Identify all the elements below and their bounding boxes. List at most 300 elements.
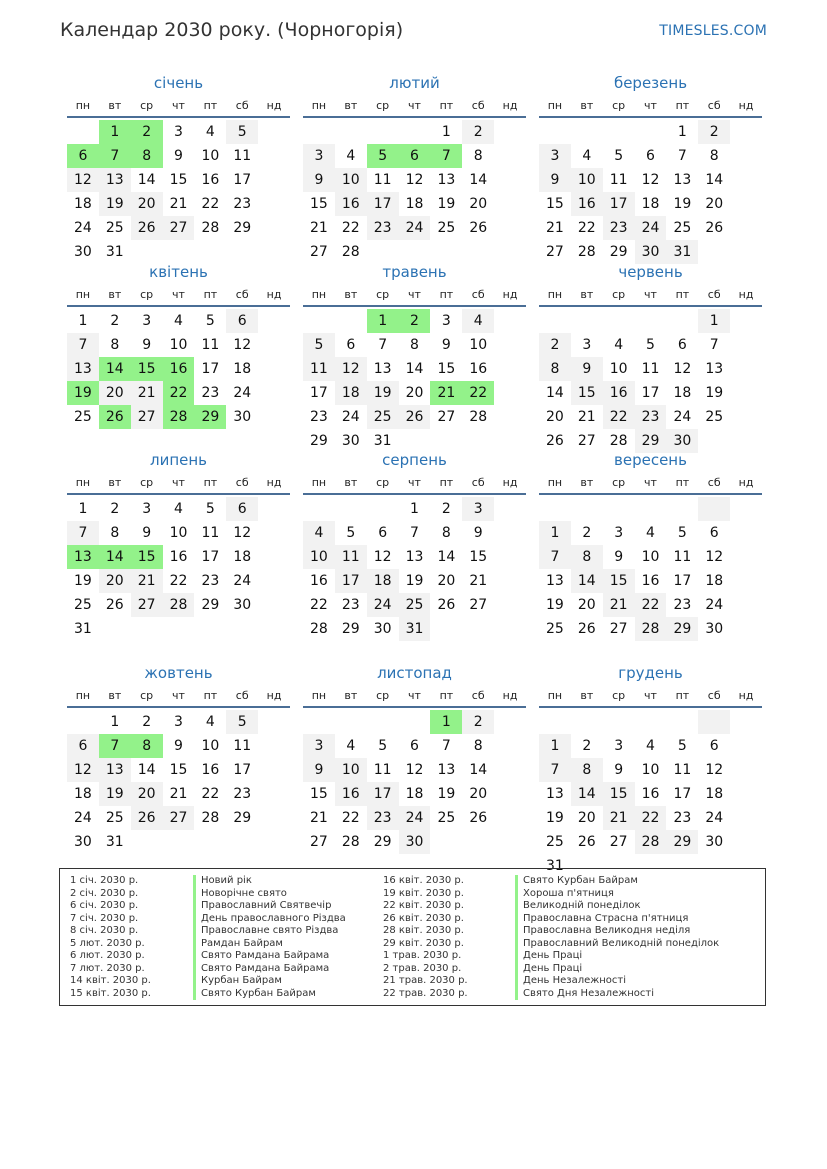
day-cell: 11 xyxy=(609,172,628,188)
weekday-label: ср xyxy=(140,476,154,489)
weekday-label: вт xyxy=(344,288,358,301)
weekday-label: сб xyxy=(471,288,485,301)
day-cell: 26 xyxy=(546,433,564,449)
day-grid xyxy=(303,120,526,264)
weekday-label: пт xyxy=(439,689,454,702)
day-cell: 23 xyxy=(233,786,252,802)
day-cell: 1 xyxy=(539,734,571,758)
day-cell: 13 xyxy=(373,361,392,377)
empty-cell xyxy=(335,710,367,734)
legend-date: 1 трав. 2030 р. xyxy=(383,950,462,962)
legend-holiday-name: День православного Різдва xyxy=(193,913,346,926)
month-7 xyxy=(67,449,290,641)
day-cell: 12 xyxy=(641,172,660,188)
holiday-day: 19 xyxy=(67,381,99,405)
weekday-label: нд xyxy=(502,99,518,112)
day-cell: 2 xyxy=(582,738,592,754)
holiday-day: 5 xyxy=(367,144,399,168)
day-cell: 19 xyxy=(705,385,724,401)
holiday-day: 7 xyxy=(99,734,131,758)
day-cell: 10 xyxy=(201,738,220,754)
weekday-header xyxy=(303,283,526,307)
day-cell: 20 xyxy=(577,810,596,826)
day-cell: 24 xyxy=(705,597,724,613)
day-cell: 14 xyxy=(405,361,424,377)
day-cell: 14 xyxy=(546,385,564,401)
holiday-day: 8 xyxy=(131,734,163,758)
holiday-day: 13 xyxy=(67,545,99,569)
day-grid xyxy=(303,309,526,453)
day-cell: 7 xyxy=(67,521,99,545)
day-cell: 24 xyxy=(233,385,252,401)
day-cell: 6 xyxy=(378,525,388,541)
day-cell: 30 xyxy=(233,409,252,425)
site-link[interactable]: TIMESLES.COM xyxy=(659,23,767,39)
legend-dates-col-1 xyxy=(70,875,151,1000)
day-cell: 17 xyxy=(673,786,692,802)
empty-cell xyxy=(635,710,667,734)
day-cell: 2 xyxy=(110,501,120,517)
day-cell: 18 xyxy=(705,786,724,802)
day-cell: 18 xyxy=(74,786,92,802)
holiday-day: 1 xyxy=(99,120,131,144)
weekday-label: сб xyxy=(471,689,485,702)
day-cell: 1 xyxy=(441,124,451,140)
day-cell: 10 xyxy=(169,337,188,353)
day-cell: 30 xyxy=(341,433,360,449)
day-cell: 28 xyxy=(609,433,628,449)
day-grid xyxy=(539,497,762,641)
day-cell: 9 xyxy=(174,148,183,164)
day-cell: 19 xyxy=(99,782,131,806)
day-cell: 4 xyxy=(462,309,494,333)
weekday-label: пт xyxy=(203,288,218,301)
weekday-label: нд xyxy=(266,99,282,112)
legend-holiday-name: Рамдан Байрам xyxy=(193,938,346,951)
empty-cell xyxy=(571,497,603,521)
empty-cell xyxy=(666,710,698,734)
day-cell: 25 xyxy=(399,593,431,617)
day-cell: 4 xyxy=(646,738,655,754)
day-cell: 20 xyxy=(99,381,131,405)
weekday-header xyxy=(67,471,290,495)
weekday-label: чт xyxy=(408,689,421,702)
holiday-day: 8 xyxy=(131,144,163,168)
day-cell: 21 xyxy=(603,593,635,617)
day-cell: 16 xyxy=(310,573,328,589)
legend-holiday-name: День Праці xyxy=(515,963,719,976)
day-cell: 7 xyxy=(677,148,687,164)
day-cell: 20 xyxy=(437,573,456,589)
day-grid xyxy=(539,309,762,453)
day-cell: 7 xyxy=(410,525,419,541)
month-name: квітень xyxy=(149,263,208,281)
weekday-label: вт xyxy=(580,288,594,301)
weekday-label: нд xyxy=(266,689,282,702)
day-cell: 7 xyxy=(67,333,99,357)
weekday-label: сб xyxy=(707,689,721,702)
legend-date: 28 квіт. 2030 р. xyxy=(383,925,464,937)
day-grid xyxy=(67,309,290,429)
day-cell: 31 xyxy=(105,244,124,260)
day-cell: 6 xyxy=(709,525,719,541)
day-cell: 4 xyxy=(646,525,655,541)
weekday-label: нд xyxy=(738,476,754,489)
day-cell: 27 xyxy=(609,834,628,850)
day-cell: 23 xyxy=(201,385,220,401)
day-cell: 8 xyxy=(539,357,571,381)
weekday-label: сб xyxy=(471,476,485,489)
day-cell: 7 xyxy=(539,545,571,569)
day-cell: 23 xyxy=(233,196,252,212)
day-cell: 26 xyxy=(437,597,456,613)
day-cell: 24 xyxy=(635,216,667,240)
day-cell: 27 xyxy=(131,405,163,429)
day-cell: 22 xyxy=(201,786,220,802)
holiday-day: 22 xyxy=(462,381,494,405)
weekday-header xyxy=(539,283,762,307)
weekday-label: пт xyxy=(203,99,218,112)
day-grid xyxy=(67,497,290,641)
legend-date: 14 квіт. 2030 р. xyxy=(70,975,151,987)
weekday-label: чт xyxy=(408,476,421,489)
day-cell: 23 xyxy=(201,573,220,589)
legend-date: 1 січ. 2030 р. xyxy=(70,875,139,886)
day-cell: 26 xyxy=(577,621,596,637)
day-cell: 16 xyxy=(603,381,635,405)
day-cell: 7 xyxy=(539,758,571,782)
day-cell: 31 xyxy=(373,433,392,449)
day-cell: 21 xyxy=(131,381,163,405)
legend-holiday-name: Хороша п'ятниця xyxy=(515,888,719,901)
day-cell: 11 xyxy=(641,361,660,377)
day-cell: 20 xyxy=(405,385,424,401)
day-cell: 24 xyxy=(399,806,431,830)
weekday-label: пт xyxy=(203,689,218,702)
day-cell: 18 xyxy=(405,196,424,212)
empty-cell xyxy=(698,497,730,521)
legend-holiday-name: Православний Святвечір xyxy=(193,900,346,913)
day-cell: 1 xyxy=(410,501,419,517)
holiday-day: 1 xyxy=(430,710,462,734)
day-cell: 11 xyxy=(373,172,392,188)
day-cell: 2 xyxy=(441,501,451,517)
day-cell: 28 xyxy=(201,220,220,236)
empty-cell xyxy=(367,120,399,144)
day-cell: 23 xyxy=(603,216,635,240)
day-cell: 17 xyxy=(310,385,328,401)
day-cell: 22 xyxy=(577,220,596,236)
day-cell: 4 xyxy=(174,501,183,517)
day-cell: 5 xyxy=(614,148,624,164)
day-cell: 8 xyxy=(110,337,120,353)
day-cell: 18 xyxy=(705,573,724,589)
day-cell: 13 xyxy=(405,549,424,565)
holiday-legend xyxy=(59,868,766,1006)
weekday-label: нд xyxy=(266,476,282,489)
weekday-label: чт xyxy=(644,689,657,702)
day-cell: 24 xyxy=(233,573,252,589)
empty-cell xyxy=(303,309,335,333)
day-cell: 6 xyxy=(226,309,258,333)
day-cell: 17 xyxy=(201,549,220,565)
day-cell: 9 xyxy=(441,337,451,353)
day-cell: 30 xyxy=(74,834,92,850)
holiday-day: 2 xyxy=(399,309,431,333)
day-cell: 31 xyxy=(399,617,431,641)
day-cell: 9 xyxy=(142,337,152,353)
day-cell: 5 xyxy=(677,525,687,541)
day-cell: 23 xyxy=(367,806,399,830)
day-cell: 21 xyxy=(131,569,163,593)
empty-cell xyxy=(635,497,667,521)
day-cell: 29 xyxy=(233,220,252,236)
day-cell: 14 xyxy=(469,762,488,778)
day-cell: 5 xyxy=(346,525,356,541)
day-cell: 20 xyxy=(99,569,131,593)
day-cell: 30 xyxy=(666,429,698,453)
day-cell: 4 xyxy=(346,738,356,754)
weekday-header xyxy=(67,283,290,307)
legend-holiday-name: Новий рік xyxy=(193,875,346,888)
month-name: травень xyxy=(382,263,447,281)
day-cell: 31 xyxy=(105,834,124,850)
weekday-label: пт xyxy=(675,288,690,301)
holiday-day: 15 xyxy=(131,545,163,569)
day-cell: 8 xyxy=(441,525,451,541)
legend-date: 22 квіт. 2030 р. xyxy=(383,900,464,912)
day-cell: 30 xyxy=(635,240,667,264)
legend-date: 7 січ. 2030 р. xyxy=(70,912,139,924)
day-cell: 15 xyxy=(169,762,188,778)
empty-cell xyxy=(603,120,635,144)
weekday-label: ср xyxy=(376,288,390,301)
weekday-label: вт xyxy=(580,689,594,702)
day-cell: 17 xyxy=(201,361,220,377)
month-8 xyxy=(303,449,526,641)
day-cell: 23 xyxy=(673,810,692,826)
weekday-label: нд xyxy=(266,288,282,301)
day-cell: 1 xyxy=(698,309,730,333)
legend-holiday-name: Православний Великодній понеділок xyxy=(515,938,719,951)
day-cell: 4 xyxy=(174,313,183,329)
day-cell: 25 xyxy=(367,405,399,429)
weekday-label: чт xyxy=(408,288,421,301)
day-cell: 17 xyxy=(335,569,367,593)
day-cell: 31 xyxy=(546,858,564,874)
day-cell: 16 xyxy=(169,549,188,565)
day-cell: 29 xyxy=(609,244,628,260)
day-cell: 3 xyxy=(441,313,451,329)
day-cell: 15 xyxy=(546,196,564,212)
day-cell: 15 xyxy=(310,196,328,212)
day-cell: 16 xyxy=(469,361,488,377)
day-cell: 16 xyxy=(641,573,660,589)
day-cell: 27 xyxy=(163,216,195,240)
day-cell: 7 xyxy=(709,337,719,353)
day-cell: 27 xyxy=(163,806,195,830)
day-cell: 19 xyxy=(99,192,131,216)
legend-names-col-2 xyxy=(515,875,719,1000)
day-cell: 21 xyxy=(169,786,188,802)
day-cell: 3 xyxy=(142,313,152,329)
day-cell: 21 xyxy=(310,220,328,236)
weekday-label: вт xyxy=(108,288,122,301)
day-cell: 25 xyxy=(105,810,124,826)
day-cell: 10 xyxy=(641,549,660,565)
month-name: березень xyxy=(613,74,688,92)
legend-date: 8 січ. 2030 р. xyxy=(70,925,139,937)
day-cell: 19 xyxy=(74,573,92,589)
legend-date: 5 лют. 2030 р. xyxy=(70,937,145,949)
day-cell: 14 xyxy=(571,569,603,593)
day-cell: 17 xyxy=(367,782,399,806)
page-title: Календар 2030 року. (Чорногорія) xyxy=(60,19,404,41)
empty-cell xyxy=(635,120,667,144)
day-cell: 18 xyxy=(405,786,424,802)
day-cell: 26 xyxy=(131,216,163,240)
day-cell: 19 xyxy=(546,810,564,826)
weekday-label: вт xyxy=(344,99,358,112)
day-cell: 21 xyxy=(546,220,564,236)
day-cell: 30 xyxy=(74,244,92,260)
holiday-day: 16 xyxy=(163,357,195,381)
empty-cell xyxy=(666,497,698,521)
day-cell: 30 xyxy=(399,830,431,854)
day-cell: 9 xyxy=(571,357,603,381)
day-cell: 8 xyxy=(110,525,120,541)
weekday-label: вт xyxy=(344,476,358,489)
weekday-label: нд xyxy=(502,288,518,301)
day-cell: 25 xyxy=(105,220,124,236)
day-cell: 28 xyxy=(577,244,596,260)
legend-holiday-name: Свято Курбан Байрам xyxy=(193,988,346,1001)
legend-date: 19 квіт. 2030 р. xyxy=(383,887,464,899)
day-cell: 5 xyxy=(205,313,215,329)
day-cell: 21 xyxy=(169,196,188,212)
day-cell: 18 xyxy=(233,361,252,377)
day-cell: 25 xyxy=(705,409,724,425)
day-cell: 8 xyxy=(709,148,719,164)
day-cell: 22 xyxy=(341,220,360,236)
day-cell: 28 xyxy=(201,810,220,826)
day-cell: 29 xyxy=(666,617,698,641)
day-cell: 19 xyxy=(546,597,564,613)
month-name: серпень xyxy=(382,451,447,469)
empty-cell xyxy=(539,710,571,734)
day-cell: 4 xyxy=(303,521,335,545)
day-cell: 3 xyxy=(174,124,183,140)
day-cell: 6 xyxy=(677,337,687,353)
legend-date: 15 квіт. 2030 р. xyxy=(70,987,151,999)
month-name: листопад xyxy=(377,664,452,682)
day-cell: 3 xyxy=(539,144,571,168)
day-cell: 5 xyxy=(205,501,215,517)
day-cell: 20 xyxy=(546,409,564,425)
legend-holiday-name: Курбан Байрам xyxy=(193,975,346,988)
weekday-label: ср xyxy=(612,689,626,702)
month-name: вересень xyxy=(614,451,687,469)
day-cell: 3 xyxy=(462,497,494,521)
day-cell: 15 xyxy=(469,549,488,565)
weekday-header xyxy=(539,684,762,708)
day-cell: 27 xyxy=(310,834,328,850)
day-cell: 28 xyxy=(341,244,360,260)
legend-holiday-name: Свято Курбан Байрам xyxy=(515,875,719,888)
legend-date: 16 квіт. 2030 р. xyxy=(383,875,464,886)
empty-cell xyxy=(635,309,667,333)
day-cell: 24 xyxy=(705,810,724,826)
weekday-label: ср xyxy=(612,288,626,301)
day-cell: 20 xyxy=(469,786,488,802)
day-cell: 12 xyxy=(233,337,252,353)
holiday-day: 26 xyxy=(99,405,131,429)
day-cell: 26 xyxy=(399,405,431,429)
day-cell: 12 xyxy=(233,525,252,541)
weekday-label: чт xyxy=(644,288,657,301)
day-cell: 14 xyxy=(571,782,603,806)
weekday-label: чт xyxy=(172,99,185,112)
holiday-day: 28 xyxy=(163,405,195,429)
day-cell: 18 xyxy=(673,385,692,401)
weekday-label: нд xyxy=(738,288,754,301)
day-cell: 29 xyxy=(233,810,252,826)
weekday-label: нд xyxy=(502,689,518,702)
legend-holiday-name: Великодній понеділок xyxy=(515,900,719,913)
day-cell: 31 xyxy=(74,621,92,637)
day-cell: 11 xyxy=(335,545,367,569)
day-cell: 17 xyxy=(233,172,252,188)
legend-holiday-name: Свято Дня Незалежності xyxy=(515,988,719,1001)
legend-holiday-name: Свято Рамдана Байрама xyxy=(193,950,346,963)
day-cell: 10 xyxy=(303,545,335,569)
day-cell: 22 xyxy=(341,810,360,826)
empty-cell xyxy=(539,120,571,144)
day-cell: 22 xyxy=(310,597,328,613)
day-cell: 9 xyxy=(614,549,624,565)
day-cell: 13 xyxy=(546,573,564,589)
weekday-label: чт xyxy=(172,689,185,702)
day-cell: 21 xyxy=(577,409,596,425)
holiday-day: 2 xyxy=(131,120,163,144)
legend-date: 2 січ. 2030 р. xyxy=(70,887,139,899)
weekday-label: вт xyxy=(580,476,594,489)
day-cell: 29 xyxy=(635,429,667,453)
empty-cell xyxy=(367,710,399,734)
day-cell: 27 xyxy=(310,244,328,260)
day-cell: 20 xyxy=(577,597,596,613)
holiday-day: 7 xyxy=(99,144,131,168)
day-cell: 15 xyxy=(169,172,188,188)
day-cell: 24 xyxy=(399,216,431,240)
day-cell: 6 xyxy=(226,497,258,521)
day-cell: 1 xyxy=(110,714,120,730)
empty-cell xyxy=(399,710,431,734)
weekday-label: пн xyxy=(75,99,91,112)
day-cell: 13 xyxy=(99,168,131,192)
day-cell: 16 xyxy=(201,172,220,188)
day-cell: 3 xyxy=(614,525,624,541)
day-cell: 11 xyxy=(201,525,220,541)
legend-date: 26 квіт. 2030 р. xyxy=(383,912,464,924)
day-cell: 29 xyxy=(373,834,392,850)
day-cell: 30 xyxy=(705,621,724,637)
day-cell: 27 xyxy=(577,433,596,449)
day-cell: 11 xyxy=(233,148,252,164)
empty-cell xyxy=(603,710,635,734)
weekday-label: ср xyxy=(612,99,626,112)
day-cell: 5 xyxy=(677,738,687,754)
